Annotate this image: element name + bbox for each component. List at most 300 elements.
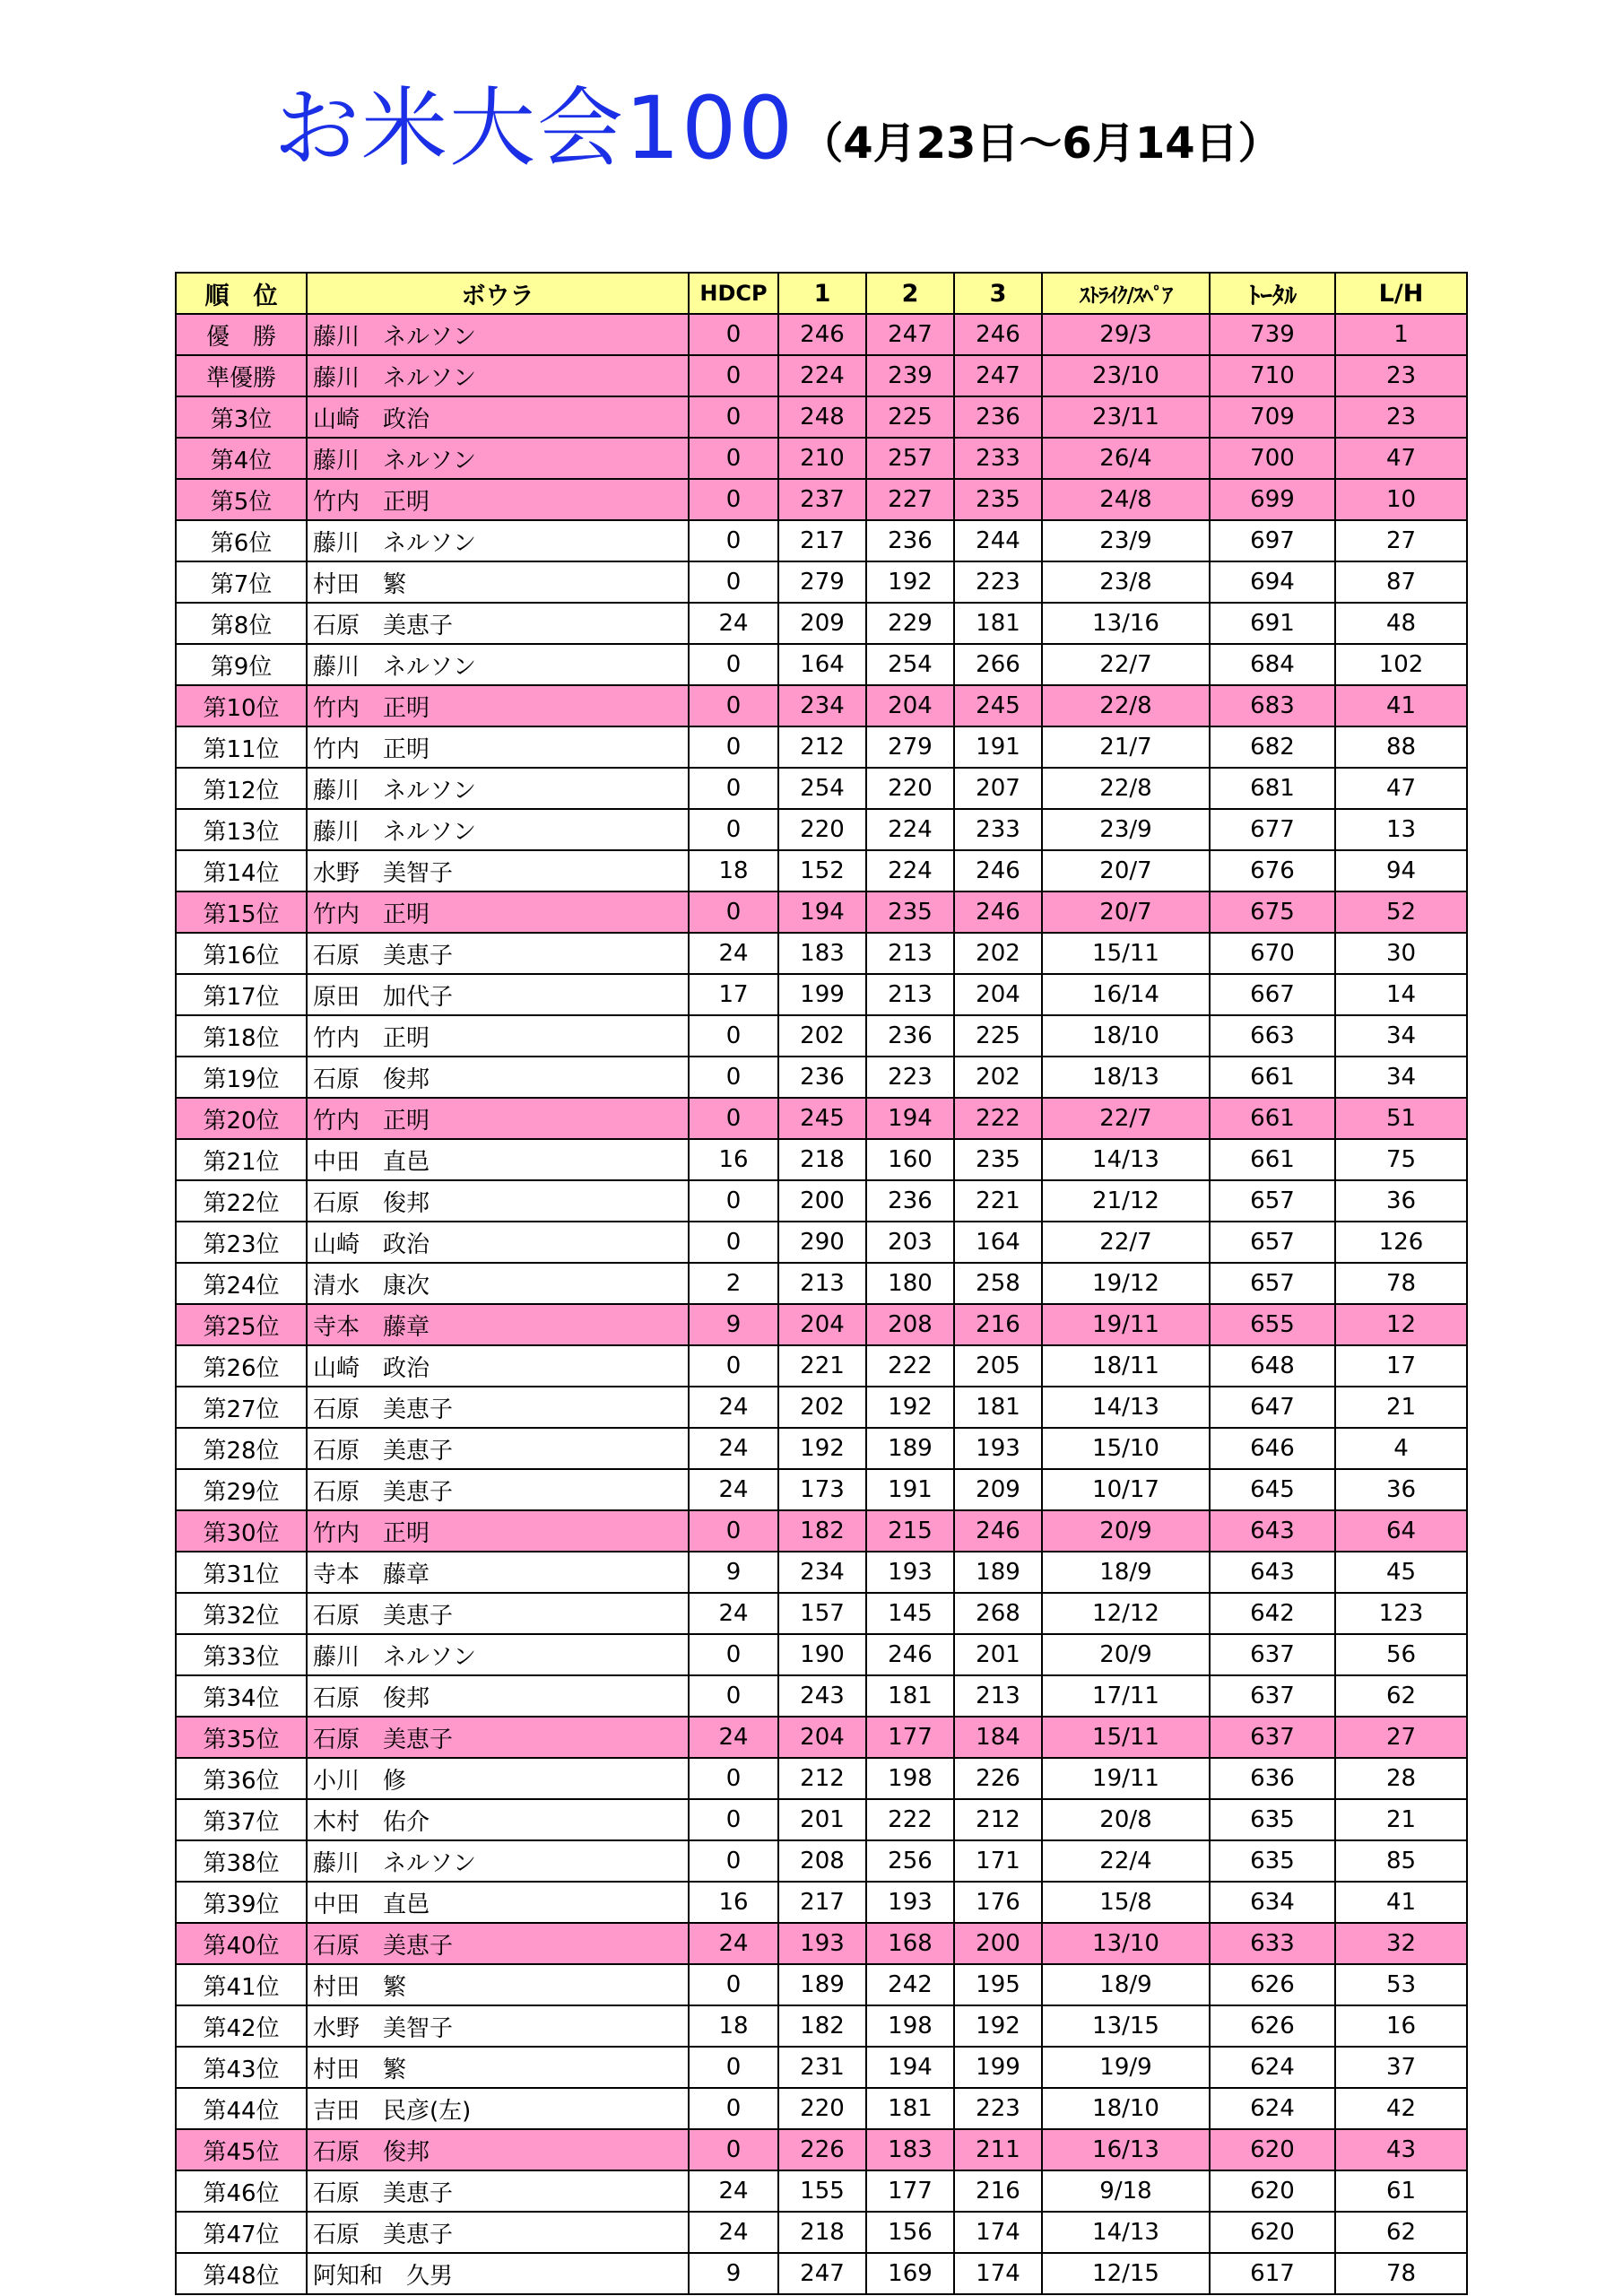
total-score-cell: 643 <box>1210 1510 1335 1552</box>
game3-score-cell: 184 <box>954 1717 1042 1758</box>
game3-score-cell: 235 <box>954 1139 1042 1180</box>
table-row <box>176 644 1467 685</box>
hdcp-cell: 24 <box>689 1717 778 1758</box>
hdcp-cell: 0 <box>689 644 778 685</box>
hdcp-cell: 0 <box>689 355 778 396</box>
table-row <box>176 1717 1467 1758</box>
game2-score-cell: 204 <box>866 685 954 726</box>
rank-cell: 第34位 <box>176 1675 307 1717</box>
game3-score-cell: 245 <box>954 685 1042 726</box>
strike-spare-cell: 23/10 <box>1042 355 1210 396</box>
table-row <box>176 1139 1467 1180</box>
game2-score-cell: 145 <box>866 1593 954 1634</box>
hdcp-cell: 0 <box>689 479 778 520</box>
rank-cell: 第6位 <box>176 520 307 561</box>
table-row <box>176 1964 1467 2005</box>
lh-cell: 10 <box>1335 479 1467 520</box>
game2-score-cell: 279 <box>866 726 954 768</box>
lh-cell: 43 <box>1335 2129 1467 2170</box>
table-row <box>176 891 1467 933</box>
game3-score-cell: 201 <box>954 1634 1042 1675</box>
strike-spare-cell: 23/9 <box>1042 520 1210 561</box>
game3-score-cell: 212 <box>954 1799 1042 1840</box>
total-score-cell: 657 <box>1210 1263 1335 1304</box>
hdcp-cell: 24 <box>689 603 778 644</box>
game1-score-cell: 234 <box>778 685 866 726</box>
game2-score-cell: 168 <box>866 1923 954 1964</box>
game3-score-cell: 233 <box>954 809 1042 850</box>
table-row <box>176 1263 1467 1304</box>
hdcp-cell: 0 <box>689 1222 778 1263</box>
bowler-name-cell: 石原 美恵子 <box>307 603 689 644</box>
total-score-cell: 624 <box>1210 2088 1335 2129</box>
total-score-cell: 739 <box>1210 314 1335 355</box>
total-score-cell: 657 <box>1210 1222 1335 1263</box>
game3-score-cell: 191 <box>954 726 1042 768</box>
strike-spare-cell: 22/8 <box>1042 685 1210 726</box>
table-row <box>176 2047 1467 2088</box>
game1-score-cell: 254 <box>778 768 866 809</box>
lh-cell: 30 <box>1335 933 1467 974</box>
bowler-name-cell: 石原 美恵子 <box>307 1428 689 1469</box>
game2-score-cell: 181 <box>866 2088 954 2129</box>
lh-cell: 17 <box>1335 1345 1467 1387</box>
game1-score-cell: 237 <box>778 479 866 520</box>
strike-spare-cell: 9/18 <box>1042 2170 1210 2212</box>
game3-score-cell: 221 <box>954 1180 1042 1222</box>
table-row <box>176 1799 1467 1840</box>
header-row <box>176 273 1467 314</box>
bowler-name-cell: 石原 俊邦 <box>307 1057 689 1098</box>
strike-spare-cell: 20/7 <box>1042 850 1210 891</box>
rank-cell: 第41位 <box>176 1964 307 2005</box>
rank-cell: 優 勝 <box>176 314 307 355</box>
lh-cell: 27 <box>1335 520 1467 561</box>
bowler-name-cell: 竹内 正明 <box>307 479 689 520</box>
game2-score-cell: 215 <box>866 1510 954 1552</box>
lh-cell: 61 <box>1335 2170 1467 2212</box>
hdcp-cell: 0 <box>689 1015 778 1057</box>
rank-cell: 第4位 <box>176 438 307 479</box>
game3-score-cell: 181 <box>954 603 1042 644</box>
lh-cell: 94 <box>1335 850 1467 891</box>
header-total: ﾄｰﾀﾙ <box>1210 273 1335 314</box>
rank-cell: 第11位 <box>176 726 307 768</box>
game2-score-cell: 156 <box>866 2212 954 2253</box>
game2-score-cell: 239 <box>866 355 954 396</box>
game3-score-cell: 181 <box>954 1387 1042 1428</box>
game1-score-cell: 200 <box>778 1180 866 1222</box>
total-score-cell: 709 <box>1210 396 1335 438</box>
table-row <box>176 1469 1467 1510</box>
rank-cell: 第3位 <box>176 396 307 438</box>
bowler-name-cell: 藤川 ネルソン <box>307 1840 689 1882</box>
game2-score-cell: 198 <box>866 1758 954 1799</box>
rank-cell: 第5位 <box>176 479 307 520</box>
results-table <box>175 272 1468 2295</box>
bowler-name-cell: 藤川 ネルソン <box>307 314 689 355</box>
game1-score-cell: 218 <box>778 2212 866 2253</box>
strike-spare-cell: 18/11 <box>1042 1345 1210 1387</box>
total-score-cell: 661 <box>1210 1057 1335 1098</box>
total-score-cell: 681 <box>1210 768 1335 809</box>
table-row <box>176 603 1467 644</box>
bowler-name-cell: 木村 佑介 <box>307 1799 689 1840</box>
strike-spare-cell: 18/9 <box>1042 1552 1210 1593</box>
game2-score-cell: 242 <box>866 1964 954 2005</box>
table-row <box>176 396 1467 438</box>
table-row <box>176 2253 1467 2294</box>
strike-spare-cell: 13/16 <box>1042 603 1210 644</box>
strike-spare-cell: 20/7 <box>1042 891 1210 933</box>
header-game1: 1 <box>778 273 866 314</box>
strike-spare-cell: 20/9 <box>1042 1634 1210 1675</box>
table-row <box>176 1634 1467 1675</box>
game3-score-cell: 192 <box>954 2005 1042 2047</box>
bowler-name-cell: 石原 美恵子 <box>307 1593 689 1634</box>
total-score-cell: 699 <box>1210 479 1335 520</box>
game2-score-cell: 223 <box>866 1057 954 1098</box>
total-score-cell: 635 <box>1210 1840 1335 1882</box>
table-row <box>176 1675 1467 1717</box>
rank-cell: 第12位 <box>176 768 307 809</box>
strike-spare-cell: 12/15 <box>1042 2253 1210 2294</box>
lh-cell: 32 <box>1335 1923 1467 1964</box>
game1-score-cell: 192 <box>778 1428 866 1469</box>
game2-score-cell: 213 <box>866 933 954 974</box>
title-date-range: （4月23日～6月14日） <box>800 118 1281 169</box>
game1-score-cell: 218 <box>778 1139 866 1180</box>
game2-score-cell: 222 <box>866 1345 954 1387</box>
bowler-name-cell: 村田 繁 <box>307 2047 689 2088</box>
lh-cell: 85 <box>1335 1840 1467 1882</box>
bowler-name-cell: 竹内 正明 <box>307 1015 689 1057</box>
strike-spare-cell: 19/11 <box>1042 1758 1210 1799</box>
strike-spare-cell: 18/10 <box>1042 1015 1210 1057</box>
game3-score-cell: 213 <box>954 1675 1042 1717</box>
game2-score-cell: 189 <box>866 1428 954 1469</box>
strike-spare-cell: 15/8 <box>1042 1882 1210 1923</box>
table-row <box>176 1428 1467 1469</box>
game2-score-cell: 177 <box>866 2170 954 2212</box>
game3-score-cell: 216 <box>954 2170 1042 2212</box>
lh-cell: 14 <box>1335 974 1467 1015</box>
bowler-name-cell: 竹内 正明 <box>307 726 689 768</box>
total-score-cell: 661 <box>1210 1098 1335 1139</box>
strike-spare-cell: 14/13 <box>1042 2212 1210 2253</box>
total-score-cell: 642 <box>1210 1593 1335 1634</box>
bowler-name-cell: 石原 美恵子 <box>307 1387 689 1428</box>
hdcp-cell: 0 <box>689 891 778 933</box>
game1-score-cell: 212 <box>778 726 866 768</box>
lh-cell: 13 <box>1335 809 1467 850</box>
total-score-cell: 646 <box>1210 1428 1335 1469</box>
table-row <box>176 2088 1467 2129</box>
total-score-cell: 661 <box>1210 1139 1335 1180</box>
rank-cell: 第40位 <box>176 1923 307 1964</box>
table-row <box>176 1882 1467 1923</box>
game3-score-cell: 246 <box>954 891 1042 933</box>
bowler-name-cell: 山崎 政治 <box>307 1345 689 1387</box>
game1-score-cell: 190 <box>778 1634 866 1675</box>
lh-cell: 56 <box>1335 1634 1467 1675</box>
bowler-name-cell: 藤川 ネルソン <box>307 438 689 479</box>
total-score-cell: 663 <box>1210 1015 1335 1057</box>
hdcp-cell: 0 <box>689 561 778 603</box>
game3-score-cell: 223 <box>954 2088 1042 2129</box>
total-score-cell: 634 <box>1210 1882 1335 1923</box>
lh-cell: 45 <box>1335 1552 1467 1593</box>
lh-cell: 34 <box>1335 1015 1467 1057</box>
table-row <box>176 933 1467 974</box>
game1-score-cell: 221 <box>778 1345 866 1387</box>
total-score-cell: 697 <box>1210 520 1335 561</box>
strike-spare-cell: 23/9 <box>1042 809 1210 850</box>
total-score-cell: 626 <box>1210 1964 1335 2005</box>
rank-cell: 第31位 <box>176 1552 307 1593</box>
rank-cell: 第22位 <box>176 1180 307 1222</box>
game3-score-cell: 246 <box>954 1510 1042 1552</box>
rank-cell: 第42位 <box>176 2005 307 2047</box>
total-score-cell: 682 <box>1210 726 1335 768</box>
hdcp-cell: 0 <box>689 1510 778 1552</box>
header-rank: 順 位 <box>176 273 307 314</box>
game1-score-cell: 231 <box>778 2047 866 2088</box>
lh-cell: 62 <box>1335 2212 1467 2253</box>
game3-score-cell: 246 <box>954 850 1042 891</box>
hdcp-cell: 0 <box>689 1964 778 2005</box>
game1-score-cell: 243 <box>778 1675 866 1717</box>
game3-score-cell: 189 <box>954 1552 1042 1593</box>
lh-cell: 21 <box>1335 1387 1467 1428</box>
bowler-name-cell: 中田 直邑 <box>307 1139 689 1180</box>
total-score-cell: 710 <box>1210 355 1335 396</box>
hdcp-cell: 24 <box>689 1923 778 1964</box>
lh-cell: 126 <box>1335 1222 1467 1263</box>
game1-score-cell: 202 <box>778 1387 866 1428</box>
bowler-name-cell: 石原 俊邦 <box>307 1180 689 1222</box>
lh-cell: 78 <box>1335 2253 1467 2294</box>
game1-score-cell: 248 <box>778 396 866 438</box>
lh-cell: 4 <box>1335 1428 1467 1469</box>
game2-score-cell: 213 <box>866 974 954 1015</box>
game1-score-cell: 152 <box>778 850 866 891</box>
table-row <box>176 355 1467 396</box>
game3-score-cell: 209 <box>954 1469 1042 1510</box>
game1-score-cell: 217 <box>778 1882 866 1923</box>
game1-score-cell: 246 <box>778 314 866 355</box>
strike-spare-cell: 18/10 <box>1042 2088 1210 2129</box>
total-score-cell: 670 <box>1210 933 1335 974</box>
hdcp-cell: 0 <box>689 685 778 726</box>
total-score-cell: 648 <box>1210 1345 1335 1387</box>
game2-score-cell: 256 <box>866 1840 954 1882</box>
game3-score-cell: 176 <box>954 1882 1042 1923</box>
bowler-name-cell: 竹内 正明 <box>307 891 689 933</box>
strike-spare-cell: 12/12 <box>1042 1593 1210 1634</box>
bowler-name-cell: 村田 繁 <box>307 561 689 603</box>
total-score-cell: 655 <box>1210 1304 1335 1345</box>
hdcp-cell: 17 <box>689 974 778 1015</box>
table-row <box>176 314 1467 355</box>
game2-score-cell: 222 <box>866 1799 954 1840</box>
lh-cell: 37 <box>1335 2047 1467 2088</box>
table-row <box>176 726 1467 768</box>
game2-score-cell: 246 <box>866 1634 954 1675</box>
hdcp-cell: 16 <box>689 1139 778 1180</box>
table-row <box>176 2129 1467 2170</box>
game1-score-cell: 157 <box>778 1593 866 1634</box>
game2-score-cell: 193 <box>866 1552 954 1593</box>
game2-score-cell: 203 <box>866 1222 954 1263</box>
strike-spare-cell: 22/4 <box>1042 1840 1210 1882</box>
lh-cell: 12 <box>1335 1304 1467 1345</box>
total-score-cell: 633 <box>1210 1923 1335 1964</box>
rank-cell: 第45位 <box>176 2129 307 2170</box>
game2-score-cell: 183 <box>866 2129 954 2170</box>
table-row <box>176 1304 1467 1345</box>
game1-score-cell: 220 <box>778 809 866 850</box>
hdcp-cell: 0 <box>689 1098 778 1139</box>
bowler-name-cell: 藤川 ネルソン <box>307 768 689 809</box>
strike-spare-cell: 15/11 <box>1042 933 1210 974</box>
table-row <box>176 1840 1467 1882</box>
hdcp-cell: 0 <box>689 1057 778 1098</box>
table-row <box>176 1758 1467 1799</box>
rank-cell: 第29位 <box>176 1469 307 1510</box>
bowler-name-cell: 石原 美恵子 <box>307 933 689 974</box>
hdcp-cell: 24 <box>689 933 778 974</box>
rank-cell: 第30位 <box>176 1510 307 1552</box>
header-strike-spare: ｽﾄﾗｲｸ/ｽﾍﾟｱ <box>1042 273 1210 314</box>
game1-score-cell: 208 <box>778 1840 866 1882</box>
game2-score-cell: 225 <box>866 396 954 438</box>
header-game2: 2 <box>866 273 954 314</box>
results-body <box>176 314 1467 2294</box>
bowler-name-cell: 石原 俊邦 <box>307 2129 689 2170</box>
game1-score-cell: 220 <box>778 2088 866 2129</box>
bowler-name-cell: 石原 美恵子 <box>307 1469 689 1510</box>
bowler-name-cell: 村田 繁 <box>307 1964 689 2005</box>
table-row <box>176 1345 1467 1387</box>
table-row <box>176 809 1467 850</box>
total-score-cell: 637 <box>1210 1717 1335 1758</box>
bowler-name-cell: 阿知和 久男 <box>307 2253 689 2294</box>
strike-spare-cell: 13/10 <box>1042 1923 1210 1964</box>
bowler-name-cell: 寺本 藤章 <box>307 1552 689 1593</box>
total-score-cell: 635 <box>1210 1799 1335 1840</box>
bowler-name-cell: 原田 加代子 <box>307 974 689 1015</box>
game2-score-cell: 177 <box>866 1717 954 1758</box>
rank-cell: 第24位 <box>176 1263 307 1304</box>
rank-cell: 第8位 <box>176 603 307 644</box>
total-score-cell: 691 <box>1210 603 1335 644</box>
strike-spare-cell: 23/8 <box>1042 561 1210 603</box>
hdcp-cell: 0 <box>689 438 778 479</box>
game1-score-cell: 217 <box>778 520 866 561</box>
total-score-cell: 636 <box>1210 1758 1335 1799</box>
rank-cell: 準優勝 <box>176 355 307 396</box>
total-score-cell: 637 <box>1210 1634 1335 1675</box>
hdcp-cell: 0 <box>689 1675 778 1717</box>
total-score-cell: 684 <box>1210 644 1335 685</box>
rank-cell: 第47位 <box>176 2212 307 2253</box>
game2-score-cell: 224 <box>866 850 954 891</box>
rank-cell: 第28位 <box>176 1428 307 1469</box>
total-score-cell: 620 <box>1210 2170 1335 2212</box>
table-row <box>176 1057 1467 1098</box>
game2-score-cell: 181 <box>866 1675 954 1717</box>
bowler-name-cell: 山崎 政治 <box>307 396 689 438</box>
game1-score-cell: 194 <box>778 891 866 933</box>
lh-cell: 47 <box>1335 768 1467 809</box>
game3-score-cell: 244 <box>954 520 1042 561</box>
hdcp-cell: 0 <box>689 1180 778 1222</box>
game1-score-cell: 213 <box>778 1263 866 1304</box>
strike-spare-cell: 29/3 <box>1042 314 1210 355</box>
table-row <box>176 438 1467 479</box>
rank-cell: 第25位 <box>176 1304 307 1345</box>
game1-score-cell: 199 <box>778 974 866 1015</box>
game2-score-cell: 160 <box>866 1139 954 1180</box>
table-row <box>176 1510 1467 1552</box>
rank-cell: 第48位 <box>176 2253 307 2294</box>
table-row <box>176 1552 1467 1593</box>
strike-spare-cell: 26/4 <box>1042 438 1210 479</box>
game1-score-cell: 173 <box>778 1469 866 1510</box>
bowler-name-cell: 中田 直邑 <box>307 1882 689 1923</box>
game1-score-cell: 204 <box>778 1304 866 1345</box>
game2-score-cell: 229 <box>866 603 954 644</box>
lh-cell: 102 <box>1335 644 1467 685</box>
hdcp-cell: 16 <box>689 1882 778 1923</box>
hdcp-cell: 0 <box>689 1799 778 1840</box>
game1-score-cell: 247 <box>778 2253 866 2294</box>
hdcp-cell: 24 <box>689 1469 778 1510</box>
total-score-cell: 667 <box>1210 974 1335 1015</box>
game3-score-cell: 246 <box>954 314 1042 355</box>
game2-score-cell: 254 <box>866 644 954 685</box>
bowler-name-cell: 石原 俊邦 <box>307 1675 689 1717</box>
game1-score-cell: 201 <box>778 1799 866 1840</box>
header-bowler: ボウラ <box>307 273 689 314</box>
table-row <box>176 1387 1467 1428</box>
table-row <box>176 1923 1467 1964</box>
lh-cell: 51 <box>1335 1098 1467 1139</box>
strike-spare-cell: 20/8 <box>1042 1799 1210 1840</box>
rank-cell: 第23位 <box>176 1222 307 1263</box>
strike-spare-cell: 22/7 <box>1042 1098 1210 1139</box>
rank-cell: 第44位 <box>176 2088 307 2129</box>
game2-score-cell: 236 <box>866 520 954 561</box>
lh-cell: 47 <box>1335 438 1467 479</box>
bowler-name-cell: 石原 美恵子 <box>307 2212 689 2253</box>
game2-score-cell: 247 <box>866 314 954 355</box>
rank-cell: 第32位 <box>176 1593 307 1634</box>
lh-cell: 28 <box>1335 1758 1467 1799</box>
hdcp-cell: 0 <box>689 809 778 850</box>
rank-cell: 第15位 <box>176 891 307 933</box>
lh-cell: 64 <box>1335 1510 1467 1552</box>
game2-score-cell: 192 <box>866 561 954 603</box>
table-row <box>176 1222 1467 1263</box>
bowler-name-cell: 清水 康次 <box>307 1263 689 1304</box>
title-main: お米大会100 <box>273 78 795 178</box>
table-row <box>176 850 1467 891</box>
bowler-name-cell: 藤川 ネルソン <box>307 644 689 685</box>
rank-cell: 第20位 <box>176 1098 307 1139</box>
bowler-name-cell: 石原 美恵子 <box>307 1923 689 1964</box>
